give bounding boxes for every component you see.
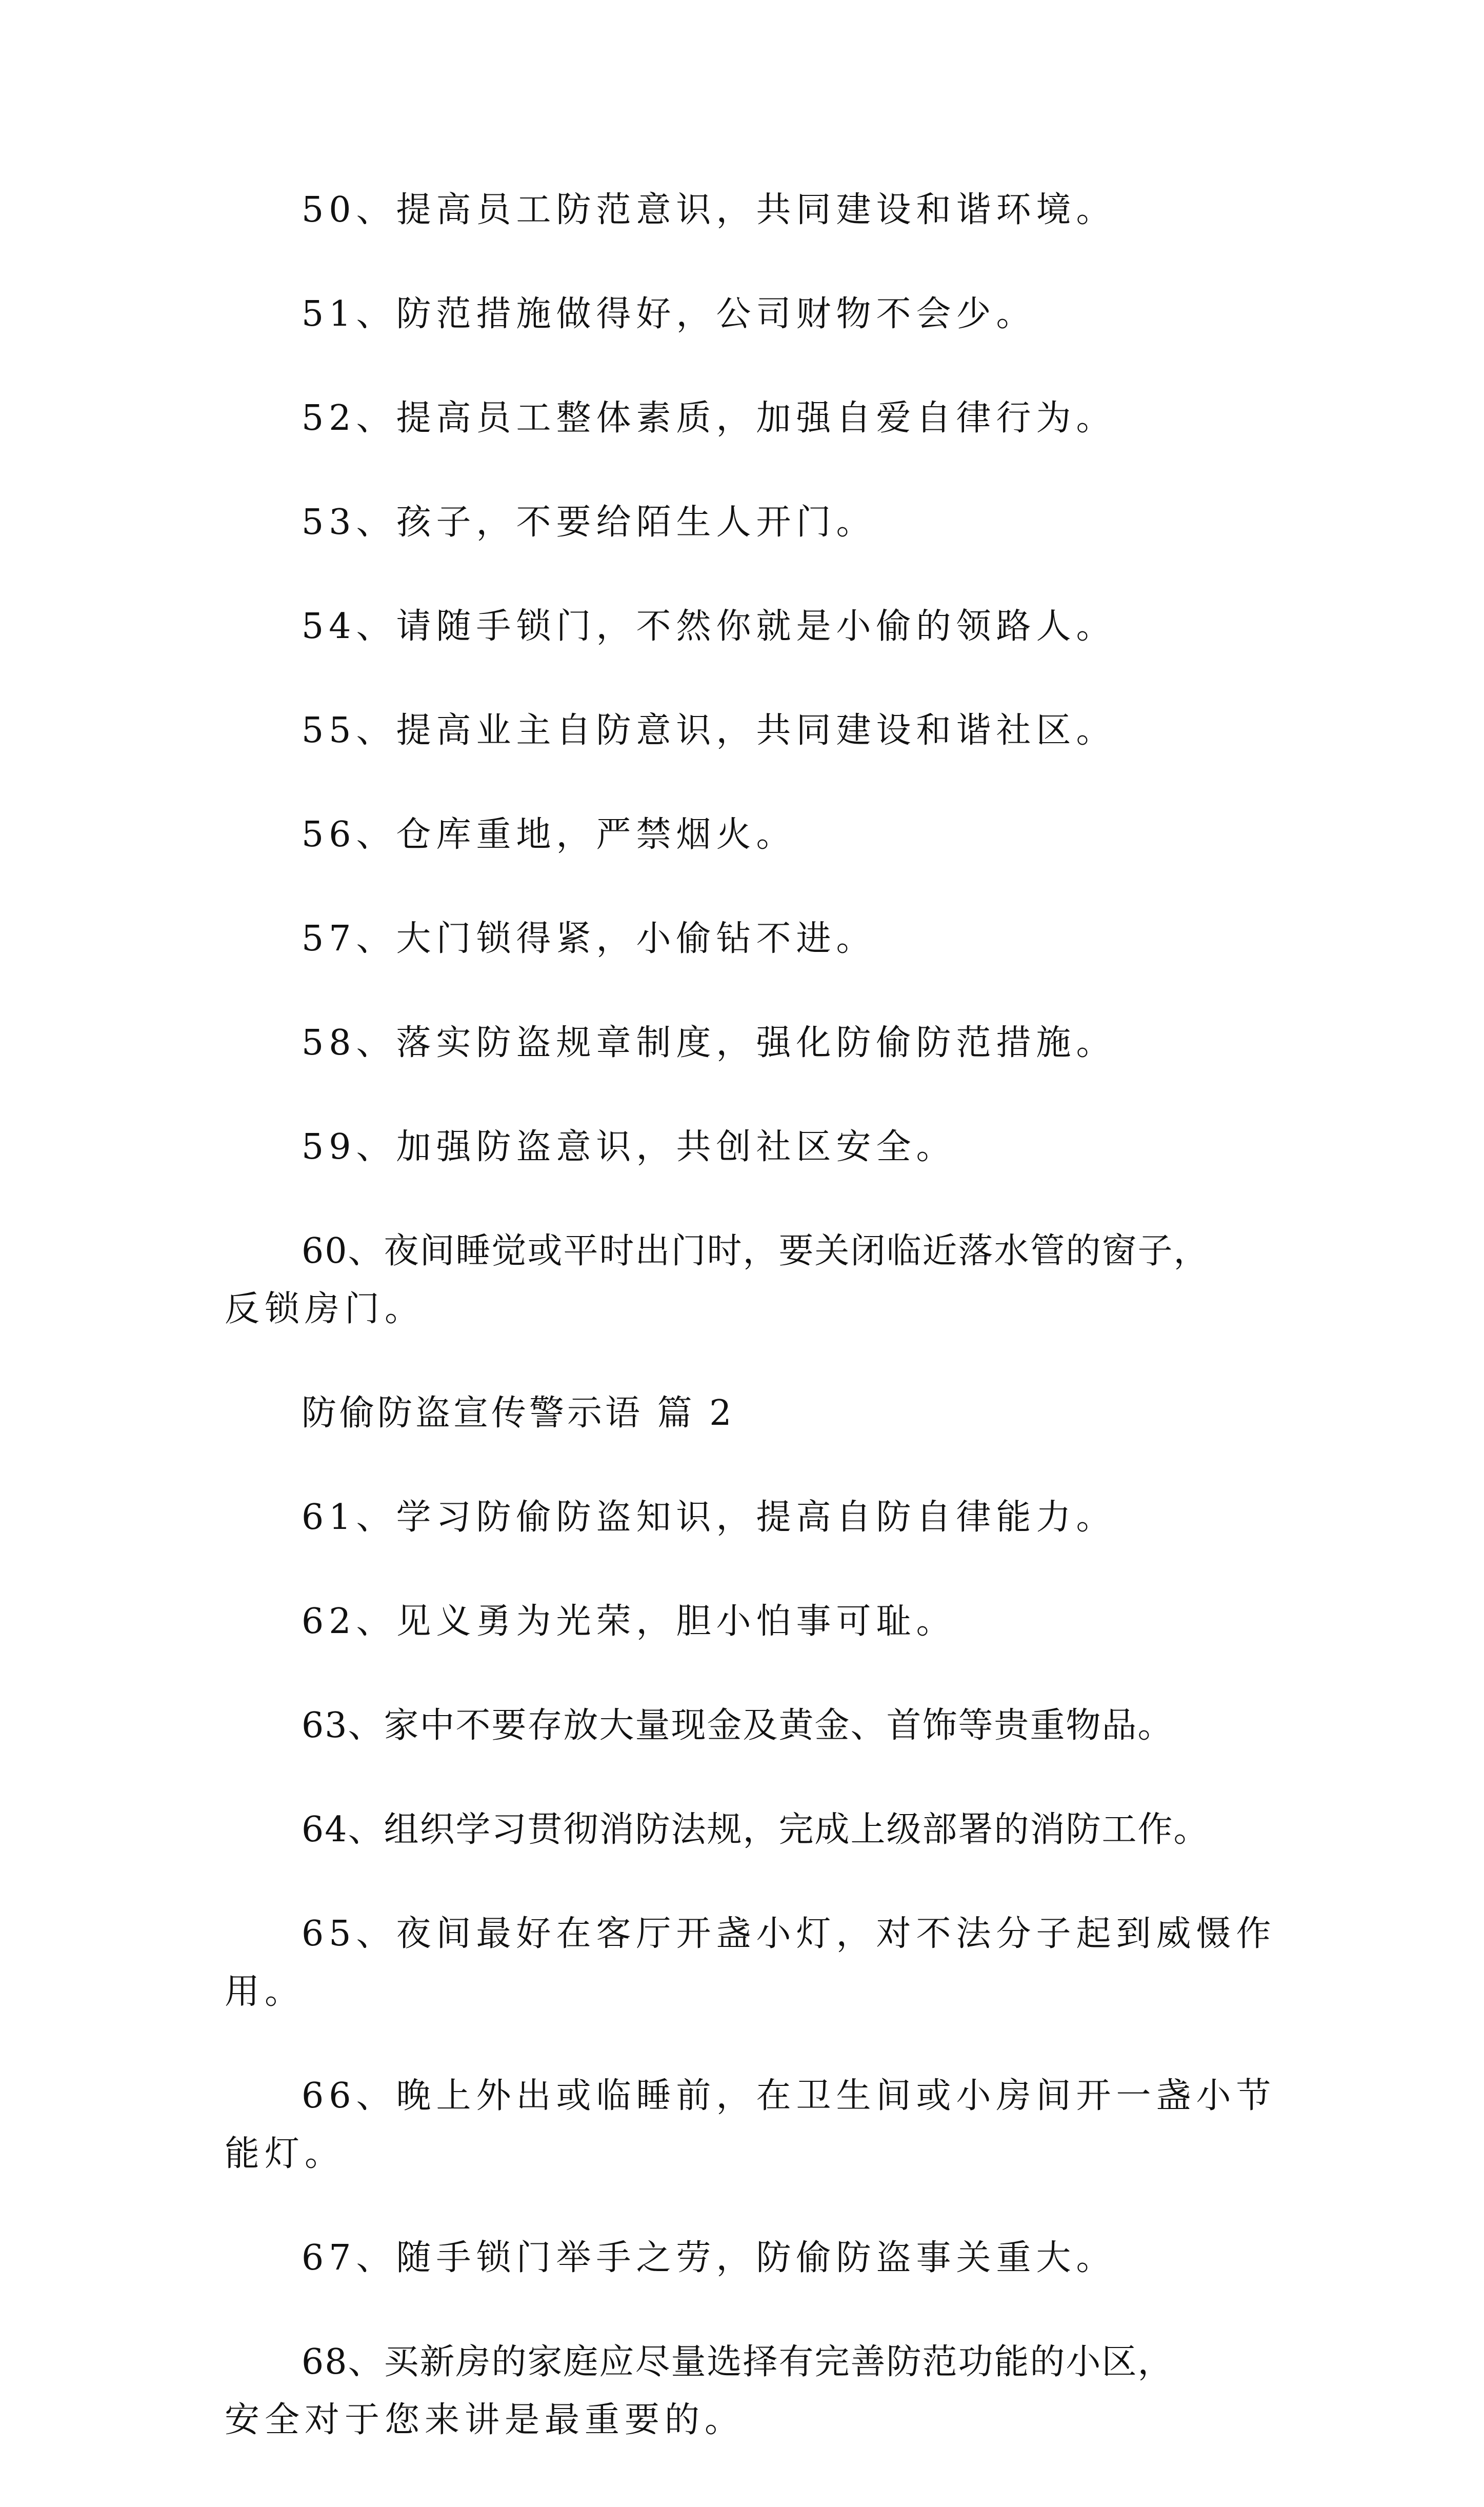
- slogan-61: 61、学习防偷防盗知识，提高自防自律能力。: [302, 1497, 1116, 1538]
- slogan-52: 52、提高员工整体素质，加强自爱自律行为。: [302, 398, 1116, 439]
- slogan-55: 55、提高业主自防意识，共同建设和谐社区。: [302, 710, 1116, 751]
- slogan-63: 63、家中不要存放大量现金及黄金、首饰等贵重物品。: [302, 1705, 1174, 1746]
- slogan-65: 65、夜间最好在客厅开盏小灯，对不法分子起到威慑作: [302, 1914, 1276, 1954]
- slogan-62: 62、见义勇为光荣，胆小怕事可耻。: [302, 1601, 956, 1642]
- slogan-53: 53、孩子，不要给陌生人开门。: [302, 502, 876, 543]
- document-body: [225, 190, 1291, 2507]
- slogan-64: 64、组织学习贯彻消防法规，完成上级部署的消防工作。: [302, 1809, 1210, 1850]
- slogan-50: 50、提高员工防范意识，共同建设和谐环境。: [302, 190, 1116, 230]
- slogan-60-continued: 反锁房门。: [225, 1289, 425, 1329]
- section-heading: 防偷防盗宣传警示语 篇 2: [302, 1393, 735, 1434]
- slogan-68: 68、买新房的家庭应尽量选择有完善防范功能的小区，: [302, 2342, 1174, 2382]
- slogan-56: 56、仓库重地，严禁烟火。: [302, 814, 796, 855]
- slogan-65-continued: 用。: [225, 1972, 305, 2012]
- slogan-57: 57、大门锁得紧，小偷钻不进。: [302, 919, 876, 959]
- slogan-68-continued: 安全对于您来讲是最重要的。: [225, 2400, 745, 2440]
- slogan-67: 67、随手锁门举手之劳，防偷防盗事关重大。: [302, 2238, 1116, 2278]
- slogan-60: 60、夜间睡觉或平时出门时，要关闭临近落水管的窗子，: [302, 1231, 1210, 1271]
- slogan-58: 58、落实防盗规章制度，强化防偷防范措施。: [302, 1023, 1116, 1063]
- slogan-54: 54、请随手锁门，不然你就是小偷的领路人。: [302, 606, 1116, 647]
- slogan-59: 59、加强防盗意识，共创社区安全。: [302, 1127, 956, 1167]
- slogan-51: 51、防范措施做得好，公司财物不会少。: [302, 294, 1036, 334]
- slogan-66: 66、晚上外出或临睡前，在卫生间或小房间开一盏小节: [302, 2076, 1276, 2116]
- slogan-66-continued: 能灯。: [225, 2134, 345, 2174]
